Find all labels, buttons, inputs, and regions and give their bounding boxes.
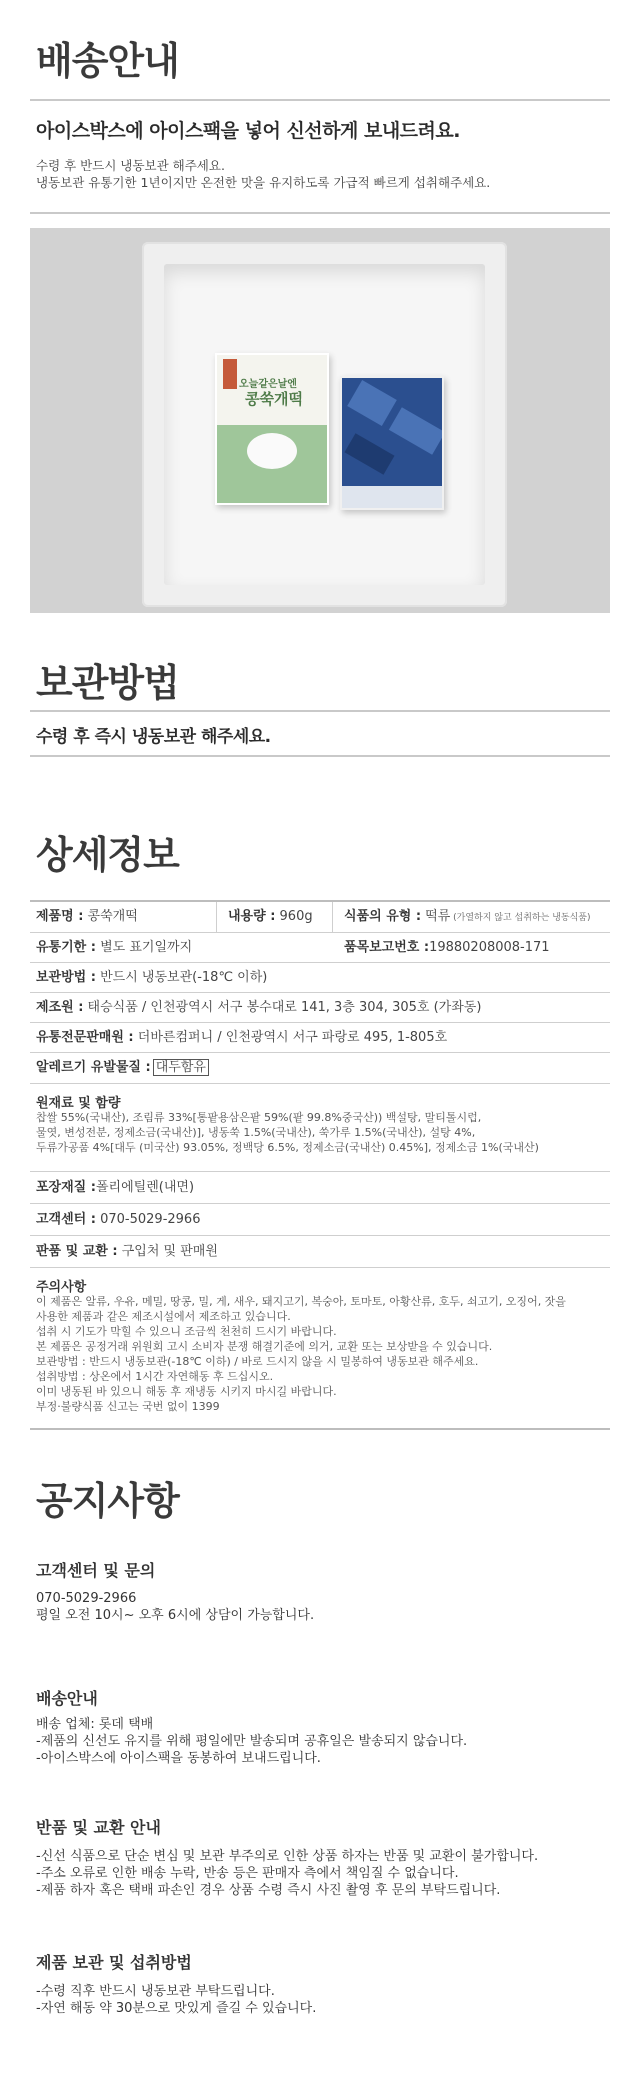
notice-cs-heading: 고객센터 및 문의 <box>36 1561 156 1580</box>
notice-storage-line: -자연 해동 약 30분으로 맛있게 즐길 수 있습니다. <box>36 2001 317 2016</box>
table-row: 원재료 및 함량 찹쌀 55%(국내산), 조림류 33%[통팥용삼은팥 59%(팥 99.8%중국산)) 백설탕, 말티톨시럽, 물엿, 변성전분, 정제소금(국내산)], 냉동쑥 1.5%(국내산), 쑥가루 1.5%(국내산), 설탕 4%, 두류가공품 4%[대두 (미국산) 93.05%, 정백당 6.5%, 정제소금(국내산) 0.45%], 정제소금 1%(국내산) <box>30 1084 610 1172</box>
notice-shipping-line: -제품의 신선도 유지를 위해 평일에만 발송되며 공휴일은 발송되지 않습니다. <box>36 1734 468 1749</box>
table-row: 유통기한 : 별도 표기일까지 품목보고번호 :19880208008-171 <box>30 933 610 963</box>
table-row: 포장재질 :폴리에틸렌(내면) <box>30 1172 610 1204</box>
notice-storage-line: -수령 직후 반드시 냉동보관 부탁드립니다. <box>36 1984 275 1999</box>
notice-shipping-heading: 배송안내 <box>36 1689 98 1708</box>
table-row: 보관방법 : 반드시 냉동보관(-18℃ 이하) <box>30 963 610 993</box>
storage-title: 보관방법 <box>36 661 179 705</box>
table-row: 제조원 : 태승식품 / 인천광역시 서구 봉수대로 141, 3층 304, 305호 (가좌동) <box>30 993 610 1023</box>
notice-storage-heading: 제품 보관 및 섭취방법 <box>36 1953 192 1972</box>
package-text-2: 콩쑥개떡 <box>245 390 303 408</box>
table-row: 알레르기 유발물질 : 대두함유 <box>30 1053 610 1084</box>
product-photo <box>30 228 610 613</box>
notice-shipping-line: 배송 업체: 롯데 택배 <box>36 1717 154 1732</box>
package-text-1: 오늘같은날엔 <box>239 379 297 390</box>
table-row: 제품명 : 콩쑥개떡 내용량 : 960g 식품의 유형 : 떡류 (가열하지 않고 섭취하는 냉동식품) <box>30 902 610 933</box>
storage-lead: 수령 후 즉시 냉동보관 해주세요. <box>36 727 271 747</box>
notice-cs-hours: 평일 오전 10시~ 오후 6시에 상담이 가능합니다. <box>36 1608 315 1623</box>
shipping-lead: 아이스박스에 아이스팩을 넣어 신선하게 보내드려요. <box>36 120 460 142</box>
details-title: 상세정보 <box>36 833 179 877</box>
notice-shipping-line: -아이스박스에 아이스팩을 동봉하여 보내드립니다. <box>36 1751 321 1766</box>
table-row: 고객센터 : 070-5029-2966 <box>30 1204 610 1236</box>
divider <box>30 99 610 101</box>
notice-return-line: -신선 식품으로 단순 변심 및 보관 부주의로 인한 상품 하자는 반품 및 교환이 불가합니다. <box>36 1849 539 1864</box>
allergen-badge: 대두함유 <box>153 1059 209 1076</box>
product-package <box>215 353 329 505</box>
notice-return-line: -주소 오류로 인한 배송 누락, 반송 등은 판매자 측에서 책임질 수 없습니다. <box>36 1866 459 1881</box>
ice-pack <box>340 376 444 510</box>
shipping-title: 배송안내 <box>36 39 179 83</box>
notice-cs-phone: 070-5029-2966 <box>36 1591 137 1606</box>
table-row: 유통전문판매원 : 더바른컴퍼니 / 인천광역시 서구 파랑로 495, 1-805호 <box>30 1023 610 1053</box>
notice-return-heading: 반품 및 교환 안내 <box>36 1818 161 1837</box>
rice-cake-illustration <box>247 433 297 469</box>
notice-return-line: -제품 하자 혹은 택배 파손인 경우 상품 수령 즉시 사진 촬영 후 문의 부탁드립니다. <box>36 1883 501 1898</box>
table-row: 주의사항 이 제품은 알류, 우유, 메밀, 땅콩, 밀, 게, 새우, 돼지고기, 복숭아, 토마토, 아황산류, 호두, 쇠고기, 오징어, 잣을 사용한 제품과 같은 제조시설에서 제조하고 있습니다. 섭취 시 기도가 막힐 수 있으니 조금씩 천천히 드시기 바랍니다. 본 제품은 공정거래 위원회 고시 소비자 분쟁 해결기준에 의거, 교환 또는 보상받을 수 있습니다. 보관방법 : 반드시 냉동보관(-18℃ 이하) / 바로 드시지 않을 시 밀봉하여 냉동보관 해주세요. 섭취방법 : 상온에서 1시간 자연해동 후 드십시오. 이미 냉동된 바 있으니 해동 후 재냉동 시키지 마시길 바랍니다. 부정·불량식품 신고는 국번 없이 1399 <box>30 1268 610 1430</box>
divider <box>30 710 610 712</box>
divider <box>30 212 610 214</box>
table-row: 판품 및 교환 : 구입처 및 판매원 <box>30 1236 610 1268</box>
shipping-line-2: 냉동보관 유통기한 1년이지만 온전한 맛을 유지하도록 가급적 빠르게 섭취해주세요. <box>36 175 491 190</box>
notice-title: 공지사항 <box>36 1479 179 1523</box>
divider <box>30 755 610 757</box>
shipping-line-1: 수령 후 반드시 냉동보관 해주세요. <box>36 158 225 173</box>
details-table <box>30 900 610 1430</box>
